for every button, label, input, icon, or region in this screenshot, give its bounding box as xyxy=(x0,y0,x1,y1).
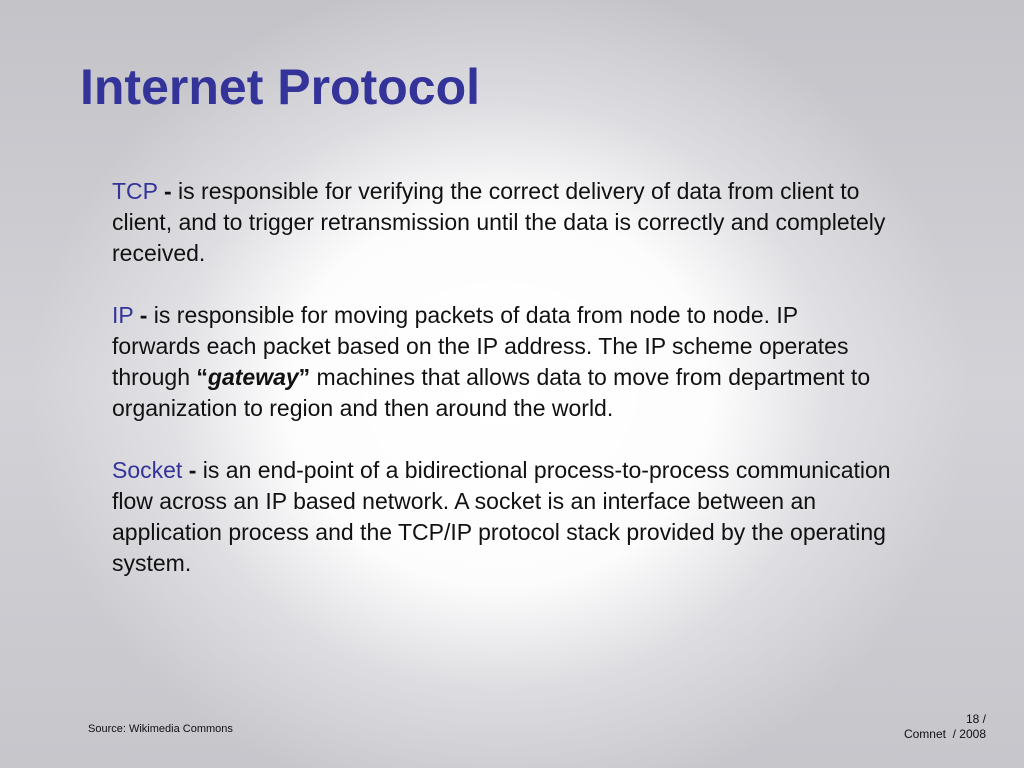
page-number: 18 / xyxy=(965,712,986,726)
paragraph-socket xyxy=(112,455,892,579)
term-separator: - xyxy=(163,178,172,204)
term-separator: - xyxy=(139,302,148,328)
course-label: Comnet / 2008 xyxy=(903,727,986,741)
paragraph-text-after: machines that allows data to move from department to organization to region and then around the world. xyxy=(112,364,871,421)
term-tcp: TCP xyxy=(112,178,158,204)
open-quote: “ xyxy=(196,364,208,390)
paragraph-text: is an end-point of a bidirectional process-to-process communication flow across an IP based network. A socket is an interface between an application process and the TCP/IP protocol stack provided by the operating system. xyxy=(112,457,891,576)
slide-body xyxy=(112,176,892,610)
term-ip: IP xyxy=(112,302,134,328)
slide-footer xyxy=(904,712,986,742)
term-socket: Socket xyxy=(112,457,183,483)
slide-title: Internet Protocol xyxy=(80,59,481,115)
paragraph-text: is responsible for verifying the correct delivery of data from client to client, and to trigger retransmission until the data is correctly and completely received. xyxy=(112,178,886,266)
paragraph-text-before: is responsible for moving packets of data from node to node. IP forwards each packet based on the IP address. The IP scheme operates through xyxy=(112,302,849,390)
paragraph-tcp xyxy=(112,176,892,269)
gateway-emphasis xyxy=(196,364,310,390)
close-quote: ” xyxy=(298,364,311,390)
term-separator: - xyxy=(188,457,197,483)
source-credit: Source: Wikimedia Commons xyxy=(88,723,233,735)
gateway-word: gateway xyxy=(207,364,299,390)
paragraph-ip xyxy=(112,300,892,424)
